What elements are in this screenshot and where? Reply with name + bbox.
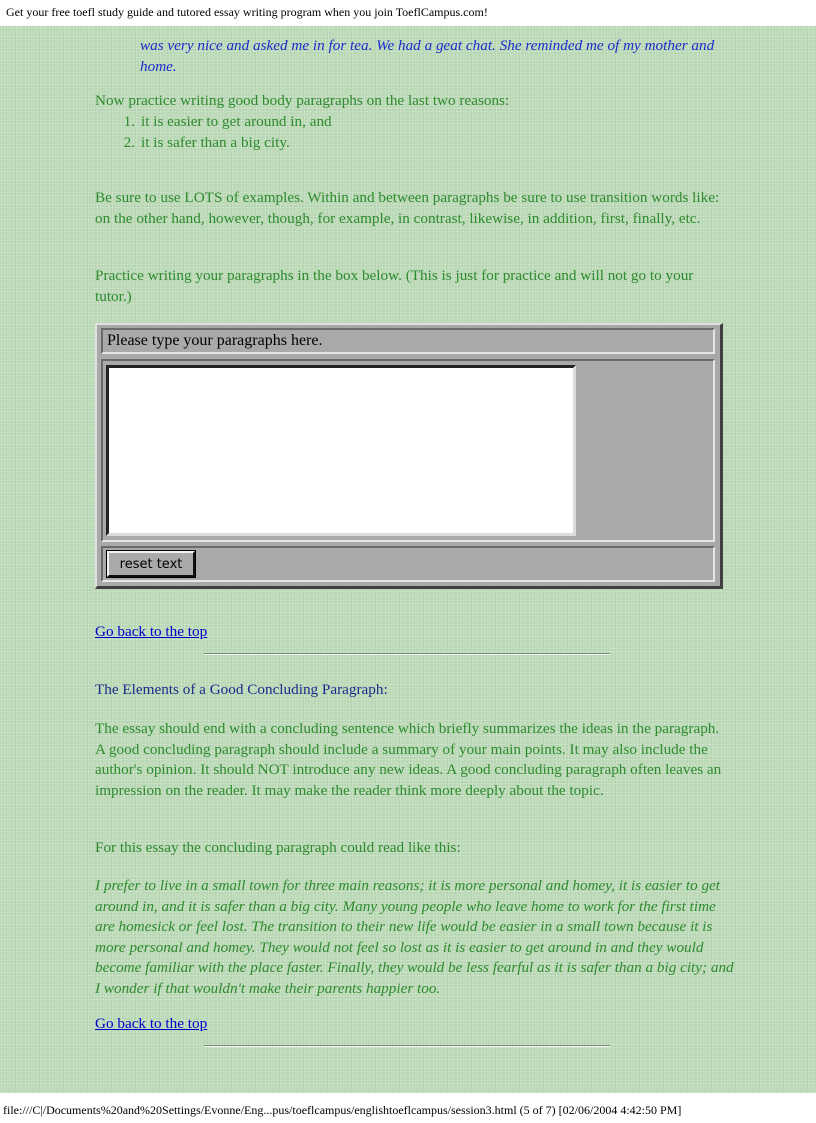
list-number: 1. bbox=[123, 113, 135, 130]
form-title: Please type your paragraphs here. bbox=[101, 328, 715, 354]
back-to-top-link[interactable]: Go back to the top bbox=[95, 1015, 208, 1032]
concluding-heading: The Elements of a Good Concluding Paragraph: bbox=[95, 681, 388, 698]
page-content bbox=[0, 26, 816, 1093]
examples-advice: Be sure to use LOTS of examples. Within and between paragraphs be sure to use transition words like: on the other hand, however, though, for example, in contrast, likewise, in addition, first, finally, etc. bbox=[95, 189, 720, 227]
divider bbox=[204, 1045, 610, 1047]
list-text: it is easier to get around in, and bbox=[141, 113, 332, 130]
print-header: Get your free toefl study guide and tutored essay writing program when you join ToeflCampus.com! bbox=[0, 0, 816, 26]
list-text: it is safer than a big city. bbox=[141, 133, 290, 151]
practice-box-intro: Practice writing your paragraphs in the box below. (This is just for practice and will not go to your tutor.) bbox=[95, 267, 694, 305]
back-to-top-link[interactable]: Go back to the top bbox=[95, 623, 208, 640]
paragraph-textarea[interactable] bbox=[106, 365, 576, 536]
reset-text-button[interactable]: reset text bbox=[107, 551, 195, 577]
list-number: 2. bbox=[123, 133, 135, 151]
form-button-cell bbox=[101, 546, 715, 582]
example-paragraph-end: was very nice and asked me in for tea. We had a geat chat. She reminded me of my mother and home. bbox=[140, 37, 715, 75]
concluding-intro: For this essay the concluding paragraph could read like this: bbox=[95, 839, 461, 856]
concluding-example: I prefer to live in a small town for three main reasons; it is more personal and homey, it is easier to get around in, and it is safer than a big city. Many young people who leave home to work for the first time are homesick or feel lost. The transition to their new life would be easier in a small town because it is more personal and homey. They would not feel so lost as it is easier to get around in and they would become familiar with the place faster. Finally, they would be less fearful as it is safer than a big city; and I wonder if that wouldn't make their parents happier too. bbox=[95, 877, 734, 997]
print-footer: file:///C|/Documents%20and%20Settings/Evonne/Eng...pus/toeflcampus/englishtoeflcampus/session3.html (5 of 7) [02/06/2004 4:42:50 PM] bbox=[0, 1093, 816, 1123]
practice-form bbox=[95, 323, 723, 589]
reasons-list bbox=[95, 112, 332, 153]
list-item bbox=[95, 133, 332, 154]
divider bbox=[204, 653, 610, 655]
form-input-cell bbox=[101, 359, 715, 542]
list-item bbox=[95, 112, 332, 133]
practice-intro: Now practice writing good body paragraphs on the last two reasons: bbox=[95, 92, 510, 109]
concluding-explanation: The essay should end with a concluding sentence which briefly summarizes the ideas in the paragraph. A good concluding paragraph should include a summary of your main points. It may also include the author's opinion. It should NOT introduce any new ideas. A good concluding paragraph often leaves an impression on the reader. It may make the reader think more deeply about the topic. bbox=[95, 720, 722, 799]
